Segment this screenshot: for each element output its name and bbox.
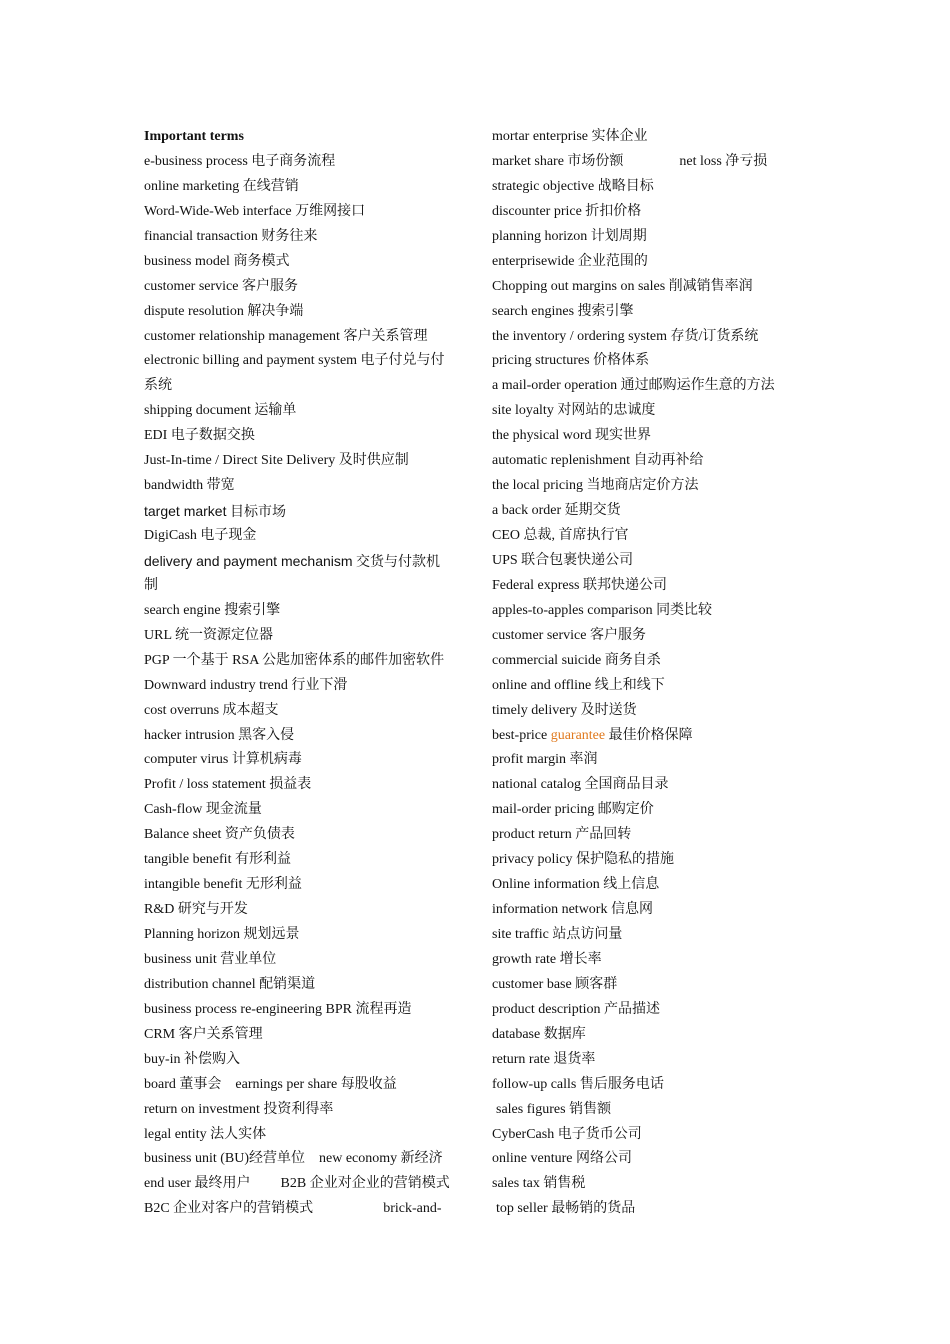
term-line: CEO 总裁, 首席执行官	[492, 528, 629, 543]
term-line: search engine 搜索引擎	[144, 602, 281, 618]
term-part: new economy 新经济	[319, 1151, 443, 1167]
term-line: discounter price 折扣价格	[492, 203, 642, 219]
section-heading: Important terms	[144, 129, 244, 144]
term-part: earnings per share 每股收益	[235, 1076, 397, 1092]
term-line: buy-in 补偿购入	[144, 1051, 241, 1067]
term-line	[492, 724, 802, 749]
term-line: Just-In-time / Direct Site Delivery 及时供应制	[144, 453, 409, 469]
term-chinese: 交货与付款机	[356, 554, 441, 570]
term-line: computer virus 计算机病毒	[144, 752, 302, 768]
term-line: Federal express 联邦快递公司	[492, 577, 667, 593]
term-line: enterprisewide 企业范围的	[492, 253, 648, 269]
term-line: profit margin 率润	[492, 752, 598, 768]
term-line: apples-to-apples comparison 同类比较	[492, 602, 713, 618]
term-line: 制	[144, 577, 158, 593]
term-part: end user 最终用户	[144, 1176, 251, 1192]
term-line: national catalog 全国商品目录	[492, 777, 669, 793]
term-part: net loss 净亏损	[679, 153, 768, 169]
term-line	[144, 499, 464, 524]
term-line: return rate 退货率	[492, 1051, 596, 1067]
term-line: growth rate 增长率	[492, 951, 602, 967]
term-part: B2C 企业对客户的营销模式	[144, 1201, 314, 1217]
term-line: customer service 客户服务	[492, 627, 646, 643]
term-line: a back order 延期交货	[492, 503, 621, 519]
term-line: pricing structures 价格体系	[492, 353, 650, 369]
term-line: information network 信息网	[492, 902, 653, 918]
term-line: Downward industry trend 行业下滑	[144, 677, 348, 693]
term-line: Word-Wide-Web interface 万维网接口	[144, 203, 366, 219]
term-part: sales figures 销售额	[496, 1101, 612, 1117]
term-line: electronic billing and payment system 电子付兑与付	[144, 353, 445, 369]
term-line: Profit / loss statement 损益表	[144, 777, 312, 793]
term-line: Cash-flow 现金流量	[144, 802, 262, 818]
term-line: cost overruns 成本超支	[144, 702, 279, 718]
term-line	[144, 1147, 464, 1172]
term-english: delivery and payment mechanism	[144, 552, 353, 569]
term-line: Chopping out margins on sales 削减销售率润	[492, 278, 753, 294]
term-line: privacy policy 保护隐私的措施	[492, 852, 674, 868]
term-line: distribution channel 配销渠道	[144, 976, 316, 992]
term-line: Online information 线上信息	[492, 877, 660, 893]
term-line	[144, 1197, 464, 1222]
term-part: 最佳价格保障	[608, 727, 693, 743]
term-line	[492, 1098, 802, 1123]
term-line: mortar enterprise 实体企业	[492, 129, 648, 144]
term-line: customer relationship management 客户关系管理	[144, 328, 428, 344]
term-line: intangible benefit 无形利益	[144, 877, 302, 893]
term-line: planning horizon 计划周期	[492, 228, 647, 244]
term-line: product description 产品描述	[492, 1001, 660, 1017]
term-line: the local pricing 当地商店定价方法	[492, 478, 699, 494]
term-line: timely delivery 及时送货	[492, 702, 637, 718]
term-line: tangible benefit 有形利益	[144, 852, 291, 868]
term-line: financial transaction 财务往来	[144, 228, 318, 244]
term-line: follow-up calls 售后服务电话	[492, 1076, 664, 1092]
term-line	[492, 1197, 802, 1222]
term-line: URL 统一资源定位器	[144, 627, 273, 643]
term-part: board 董事会	[144, 1076, 222, 1092]
highlighted-word: guarantee	[550, 727, 606, 743]
term-line: online venture 网络公司	[492, 1151, 632, 1167]
term-line: dispute resolution 解决争端	[144, 303, 304, 319]
term-line: automatic replenishment 自动再补给	[492, 453, 704, 469]
term-line: search engines 搜索引擎	[492, 303, 634, 319]
term-line: the physical word 现实世界	[492, 428, 652, 444]
term-line: UPS 联合包裹快递公司	[492, 552, 634, 568]
term-line: EDI 电子数据交换	[144, 428, 255, 444]
term-line: business process re-engineering BPR 流程再造	[144, 1001, 412, 1017]
term-line: customer service 客户服务	[144, 278, 298, 294]
term-line: strategic objective 战略目标	[492, 178, 654, 194]
term-line	[492, 150, 802, 175]
term-line: site loyalty 对网站的忠诚度	[492, 403, 656, 419]
term-line: product return 产品回转	[492, 827, 632, 843]
term-line: hacker intrusion 黑客入侵	[144, 727, 295, 743]
term-line: online and offline 线上和线下	[492, 677, 665, 693]
right-column	[492, 125, 802, 1222]
term-line: CyberCash 电子货币公司	[492, 1126, 642, 1142]
term-line: CRM 客户关系管理	[144, 1026, 263, 1042]
term-part: B2B 企业对企业的营销模式	[280, 1176, 450, 1192]
term-line: legal entity 法人实体	[144, 1126, 267, 1142]
term-line	[144, 549, 464, 574]
term-line: site traffic 站点访问量	[492, 927, 623, 942]
term-chinese: 目标市场	[229, 505, 286, 521]
term-line: e-business process 电子商务流程	[144, 153, 336, 169]
term-line	[144, 1073, 464, 1098]
term-line: database 数据库	[492, 1026, 586, 1042]
term-line: PGP 一个基于 RSA 公匙加密体系的邮件加密软件	[144, 652, 445, 668]
term-line: commercial suicide 商务自杀	[492, 652, 661, 668]
term-line: bandwidth 带宽	[144, 478, 235, 494]
term-line: Balance sheet 资产负债表	[144, 827, 295, 843]
term-english: target market	[144, 503, 227, 520]
term-line: R&D 研究与开发	[144, 902, 248, 918]
term-line: a mail-order operation 通过邮购运作生意的方法	[492, 378, 775, 394]
term-part: best-price	[492, 727, 548, 743]
left-column	[144, 125, 464, 1222]
term-line: the inventory / ordering system 存货/订货系统	[492, 328, 759, 344]
term-line: DigiCash 电子现金	[144, 528, 257, 543]
term-line: business unit 营业单位	[144, 951, 277, 967]
term-line: customer base 顾客群	[492, 976, 618, 992]
term-part: market share 市场份额	[492, 153, 624, 169]
term-part: business unit (BU)经营单位	[144, 1151, 305, 1167]
term-line: mail-order pricing 邮购定价	[492, 802, 654, 818]
term-line: Planning horizon 规划远景	[144, 927, 300, 942]
term-line: online marketing 在线营销	[144, 178, 299, 194]
term-part: brick-and-	[383, 1201, 442, 1217]
term-line: business model 商务模式	[144, 253, 290, 269]
term-line	[144, 1172, 464, 1197]
term-line: return on investment 投资利得率	[144, 1101, 334, 1117]
term-line: 系统	[144, 378, 172, 394]
term-line: shipping document 运输单	[144, 403, 297, 419]
term-line: sales tax 销售税	[492, 1176, 586, 1192]
term-part: top seller 最畅销的货品	[496, 1201, 636, 1217]
